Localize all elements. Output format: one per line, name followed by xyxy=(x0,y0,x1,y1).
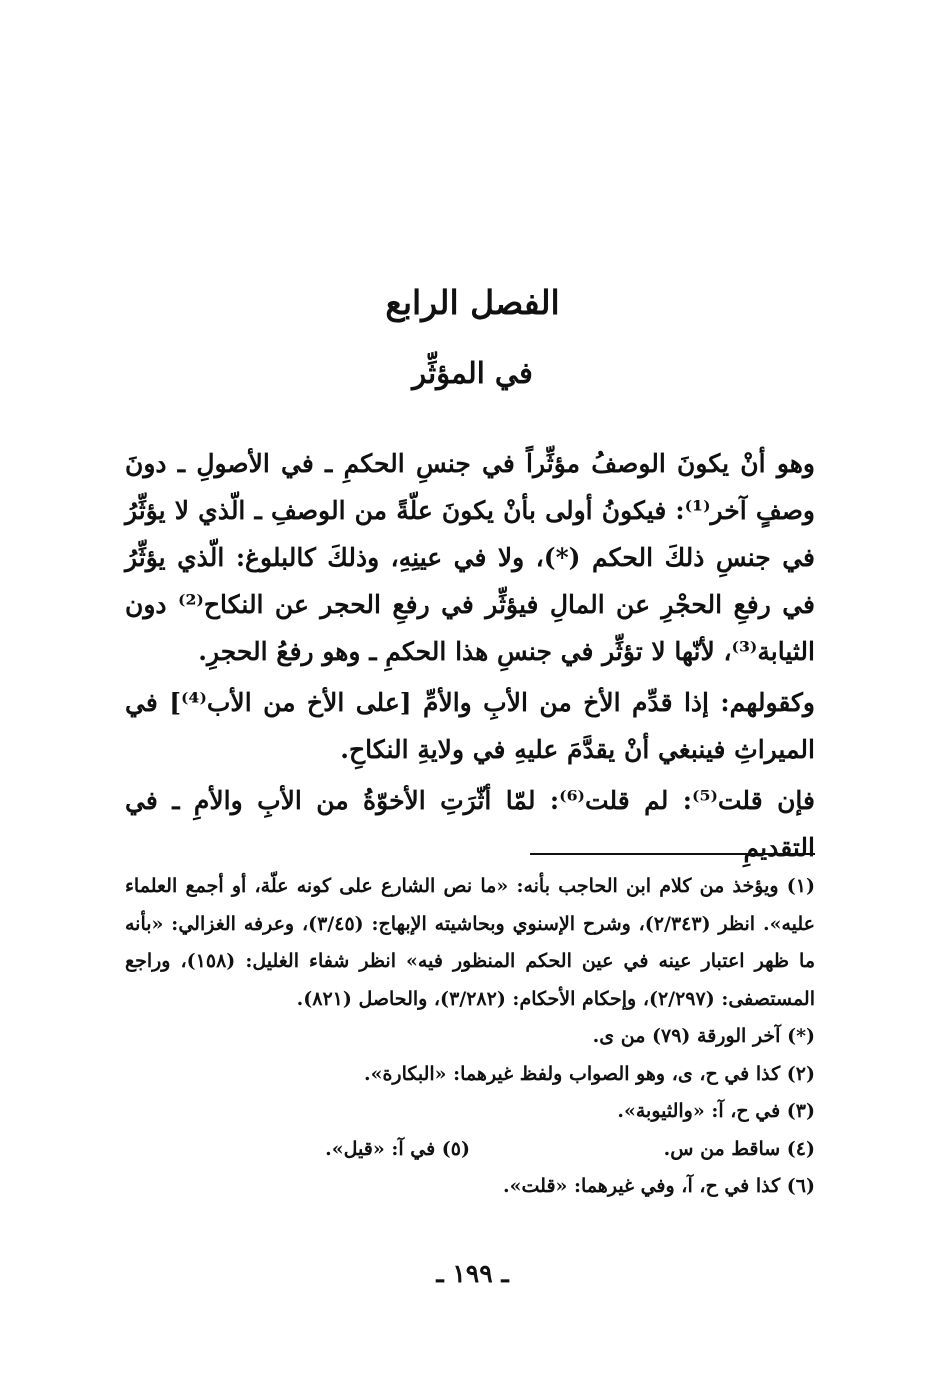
footnote-2: (٢) كذا في ح، ى، وهو الصواب ولفظ غيرهما: «البكارة». xyxy=(363,1062,815,1085)
footnote-1: (١) ويؤخذ من كلام ابن الحاجب بأنه: «ما نص الشارع على كونه علّة، أو أجمع العلماء عليه». انظر (٢/٣٤٣)، وشرح الإسنوي وبحاشيته الإبهاج: (٣/٤٥)، وعرفه الغزالي: «بأنه ما ظهر اعتبار عينه في عين الحكم المنظور فيه» انظر شفاء الغليل: (١٥٨)، وراجع المستصفى: (٢/٢٩٧)، وإحكام الأحكام: (٣/٢٨٢)، والحاصل (٨٢١). xyxy=(125,875,815,1010)
footnote-4: (٤) ساقط من س. xyxy=(663,1137,815,1160)
paragraph: فإن قلت⁽⁵⁾: لم قلت⁽⁶⁾: لمّا أثّرَتِ الأخوّةُ من الأبِ والأمِ ـ في التقديمِ xyxy=(125,786,815,862)
footnote-6: (٦) كذا في ح، آ، وفي غيرهما: «قلت». xyxy=(503,1175,815,1197)
footnotes xyxy=(125,868,815,1206)
main-text xyxy=(125,440,815,875)
footnote-5: (٥) في آ: «قيل». xyxy=(325,1137,470,1160)
footnote-star: (*) آخر الورقة (٧٩) من ى. xyxy=(592,1025,815,1047)
paragraph: وكقولهم: إذا قدِّم الأخ من الأبِ والأمِّ [على الأخ من الأب⁽⁴⁾] في الميراثِ فينبغي أنْ يقدَّمَ عليهِ في ولايةِ النكاحِ. xyxy=(125,688,815,764)
page-number: ـ ١٩٩ ـ xyxy=(436,1259,509,1288)
chapter-title: الفصل الرابع xyxy=(385,283,560,322)
footnote-divider xyxy=(530,853,815,855)
footnote-3: (٣) في ح، آ: «والثيوبة». xyxy=(617,1100,815,1122)
chapter-subtitle: في المؤثِّر xyxy=(412,356,533,390)
footnote-row xyxy=(125,1131,815,1169)
paragraph: وهو أنْ يكونَ الوصفُ مؤثِّراً في جنسِ الحكمِ ـ في الأصولِ ـ دونَ وصفٍ آخر⁽¹⁾: فيكونُ أولى بأنْ يكونَ علّةً من الوصفِ ـ الّذي لا يؤثِّرُ في جنسِ ذلكَ الحكم (*)، ولا في عينِهِ، وذلكَ كالبلوغ: الّذي يؤثِّرُ في رفعِ الحجْرِ عن المالِ فيؤثِّر في رفعِ الحجر عن النكاح⁽²⁾ دون الثيابة⁽³⁾، لأنّها لا تؤثِّر في جنسِ هذا الحكمِ ـ وهو رفعُ الحجرِ. xyxy=(125,449,816,666)
